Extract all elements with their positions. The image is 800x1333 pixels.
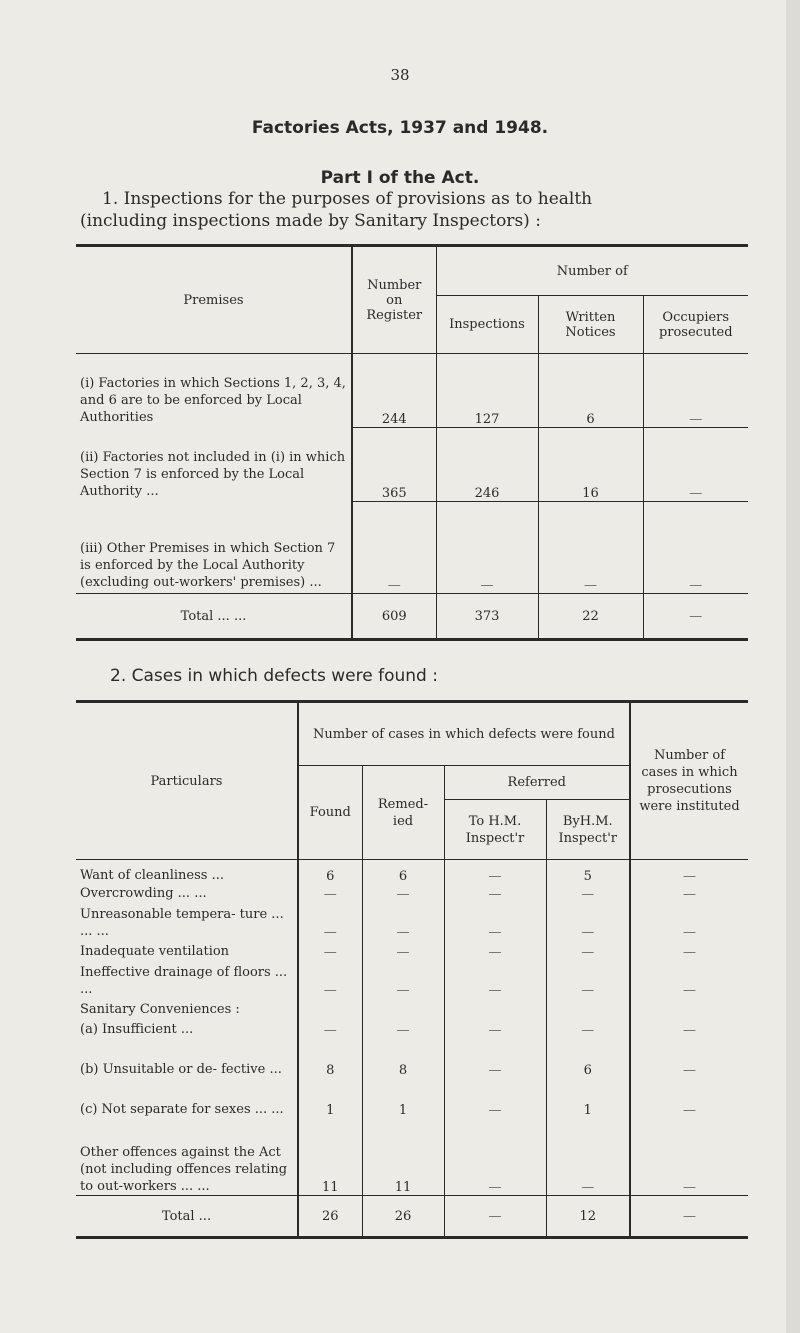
header-number-of: Number of: [436, 246, 748, 296]
total-label: Total ...: [76, 1196, 298, 1238]
header-by-hm-inspector: ByH.M. Inspect'r: [546, 800, 630, 860]
row-register: —: [352, 502, 436, 594]
header-particulars: Particulars: [76, 702, 298, 860]
header-prosecutions: Number of cases in which prosecutions were instituted: [630, 702, 748, 860]
row-prosecuted: —: [643, 502, 748, 594]
table-row: [76, 960, 748, 998]
total-inspections: 373: [436, 594, 538, 640]
row-prosecutions: —: [630, 1038, 748, 1078]
row-register: 244: [352, 354, 436, 428]
table-row: [76, 1078, 748, 1118]
row-to-hm: —: [444, 1038, 546, 1078]
row-inspections: 127: [436, 354, 538, 428]
header-written-notices: Written Notices: [538, 296, 643, 354]
row-by-hm: —: [546, 884, 630, 902]
row-by-hm: 1: [546, 1078, 630, 1118]
row-to-hm: —: [444, 1018, 546, 1038]
intro-line-1: 1. Inspections for the purposes of provisions as to health: [102, 189, 593, 209]
header-occupiers-prosecuted: Occupiers prosecuted: [643, 296, 748, 354]
row-found: —: [298, 960, 362, 998]
row-found: —: [298, 884, 362, 902]
total-register: 609: [352, 594, 436, 640]
total-prosecutions: —: [630, 1196, 748, 1238]
row-by-hm: —: [546, 902, 630, 940]
total-by-hm: 12: [546, 1196, 630, 1238]
row-notices: 16: [538, 428, 643, 502]
table-row: [76, 860, 748, 884]
row-to-hm: —: [444, 960, 546, 998]
row-premises: (ii) Factories not included in (i) in which Section 7 is enforced by the Local Authority ...: [80, 449, 346, 499]
row-to-hm: —: [444, 940, 546, 960]
header-to-hm-inspector: To H.M. Inspect'r: [444, 800, 546, 860]
intro-line-2: (including inspections made by Sanitary Inspectors) :: [80, 211, 541, 231]
row-notices: 6: [538, 354, 643, 428]
row-to-hm: —: [444, 1118, 546, 1196]
table-row: [76, 1038, 748, 1078]
row-found: 1: [298, 1078, 362, 1118]
header-inspections: Inspections: [436, 296, 538, 354]
row-particular: Inadequate ventilation: [80, 943, 230, 959]
page-title: Factories Acts, 1937 and 1948.: [251, 118, 549, 138]
row-prosecutions: —: [630, 940, 748, 960]
inspections-table: [76, 244, 748, 641]
total-label: Total ... ...: [76, 594, 352, 640]
row-particular: (b) Unsuitable or de- fective ...: [80, 1061, 282, 1077]
row-by-hm: —: [546, 1118, 630, 1196]
row-particular: Ineffective drainage of floors ... ...: [80, 964, 288, 997]
header-number-found-group: Number of cases in which defects were found: [298, 702, 630, 766]
row-particular: Overcrowding ... ...: [80, 885, 207, 901]
table-row: [76, 884, 748, 902]
row-remedied: —: [362, 1018, 444, 1038]
row-to-hm: —: [444, 884, 546, 902]
part-heading: Part I of the Act.: [320, 168, 480, 188]
row-inspections: —: [436, 502, 538, 594]
row-particular: Unreasonable tempera- ture ... ... ...: [80, 906, 284, 939]
row-particular: Other offences against the Act (not including offences relating to out-workers ... ...: [80, 1145, 288, 1194]
row-remedied: 8: [362, 1038, 444, 1078]
row-by-hm: —: [546, 1018, 630, 1038]
row-found: —: [298, 940, 362, 960]
row-by-hm: 5: [546, 860, 630, 884]
table-row: [76, 940, 748, 960]
row-found: —: [298, 1018, 362, 1038]
row-remedied: 11: [362, 1118, 444, 1196]
row-by-hm: —: [546, 960, 630, 998]
row-prosecutions: [630, 998, 748, 1018]
defects-table: [76, 700, 748, 1239]
row-prosecutions: —: [630, 1118, 748, 1196]
row-prosecutions: —: [630, 860, 748, 884]
page-number: 38: [390, 66, 410, 84]
total-prosecuted: —: [643, 594, 748, 640]
row-remedied: [362, 998, 444, 1018]
row-to-hm: [444, 998, 546, 1018]
row-by-hm: —: [546, 940, 630, 960]
row-found: 11: [298, 1118, 362, 1196]
total-found: 26: [298, 1196, 362, 1238]
row-found: —: [298, 902, 362, 940]
row-remedied: 1: [362, 1078, 444, 1118]
page-edge: [786, 0, 800, 1333]
row-notices: —: [538, 502, 643, 594]
row-to-hm: —: [444, 902, 546, 940]
row-prosecuted: —: [643, 354, 748, 428]
row-to-hm: —: [444, 860, 546, 884]
table-row: [76, 354, 748, 428]
total-row: [76, 594, 748, 640]
table-row: [76, 1018, 748, 1038]
total-remedied: 26: [362, 1196, 444, 1238]
row-particular: (c) Not separate for sexes ... ...: [80, 1101, 284, 1117]
row-prosecuted: —: [643, 428, 748, 502]
row-particular: (a) Insufficient ...: [80, 1021, 194, 1037]
row-found: [298, 998, 362, 1018]
row-prosecutions: —: [630, 884, 748, 902]
table-row: [76, 502, 748, 594]
row-premises: (iii) Other Premises in which Section 7 is enforced by the Local Authority (excluding out-workers' premises) ...: [80, 541, 336, 590]
row-premises: (i) Factories in which Sections 1, 2, 3, 4, and 6 are to be enforced by Local Authorities: [80, 375, 346, 425]
header-found: Found: [298, 766, 362, 860]
total-notices: 22: [538, 594, 643, 640]
header-number-on-register: Number on Register: [352, 246, 436, 354]
row-remedied: —: [362, 960, 444, 998]
row-remedied: —: [362, 902, 444, 940]
table-row: [76, 1118, 748, 1196]
total-to-hm: —: [444, 1196, 546, 1238]
row-prosecutions: —: [630, 1078, 748, 1118]
row-prosecutions: —: [630, 902, 748, 940]
row-by-hm: [546, 998, 630, 1018]
row-register: 365: [352, 428, 436, 502]
row-particular: Sanitary Conveniences :: [80, 1001, 240, 1017]
table-row: [76, 428, 748, 502]
row-by-hm: 6: [546, 1038, 630, 1078]
header-referred: Referred: [444, 766, 630, 800]
header-premises: Premises: [76, 246, 352, 354]
section2-heading: 2. Cases in which defects were found :: [110, 666, 438, 686]
header-remedied: Remed- ied: [362, 766, 444, 860]
row-remedied: 6: [362, 860, 444, 884]
row-inspections: 246: [436, 428, 538, 502]
row-particular: Want of cleanliness ...: [80, 867, 224, 883]
row-remedied: —: [362, 884, 444, 902]
row-remedied: —: [362, 940, 444, 960]
section1-intro: [80, 188, 750, 232]
row-to-hm: —: [444, 1078, 546, 1118]
row-prosecutions: —: [630, 1018, 748, 1038]
row-found: 8: [298, 1038, 362, 1078]
row-found: 6: [298, 860, 362, 884]
row-prosecutions: —: [630, 960, 748, 998]
table-row: [76, 902, 748, 940]
total-row: [76, 1196, 748, 1238]
table-row: [76, 998, 748, 1018]
